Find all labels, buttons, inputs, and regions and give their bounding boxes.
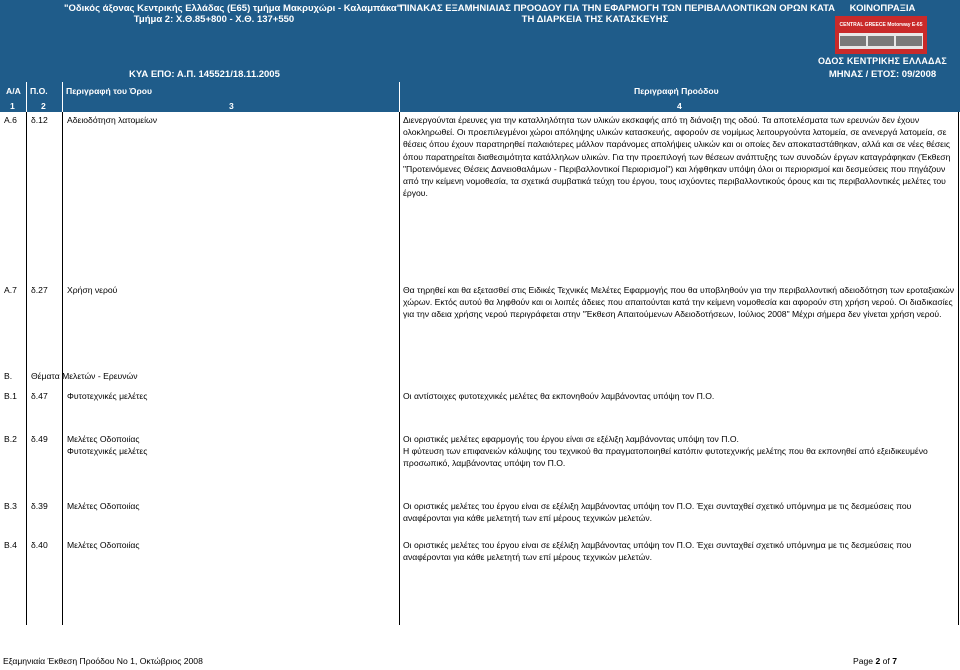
table-title (400, 3, 836, 25)
page-current: 2 (875, 656, 881, 666)
partner-logos-icon (839, 33, 923, 49)
row-progress (403, 284, 955, 321)
row-aa: Α.6 (4, 115, 17, 125)
progress-paragraph: Οι οριστικές μελέτες του έργου είναι σε εξέλιξη λαμβάνοντας υπόψη τον Π.Ο. Έχει συνταχθεί σχετικό υπόμνημα με τις δεσμεύσεις που αναφέρονται για κάθε μελετητή των επί μέρους τεχνικών μελετών. (403, 540, 912, 563)
progress-paragraph: Οι οριστικές μελέτες του έργου είναι σε εξέλιξη λαμβάνοντας υπόψη τον Π.Ο. Έχει συνταχθεί σχετικό υπόμνημα με τις δεσμεύσεις που αναφέρονται για κάθε μελετητή των επί μέρους τεχνικών μελετών. (403, 501, 912, 524)
row-term: Φυτοτεχνικές μελέτες (67, 391, 148, 401)
row-aa: Β.1 (4, 391, 17, 401)
row-po: δ.27 (31, 285, 48, 295)
row-term: Μελέτες Οδοποιίας (67, 501, 140, 511)
table-title-line1: ΠΙΝΑΚΑΣ ΕΞΑΜΗΝΙΑΙΑΣ ΠΡΟΟΔΟΥ ΓΙΑ ΤΗΝ ΕΦΑΡΜΟΓΗ ΤΩΝ ΠΕΡΙΒΑΛΛΟΝΤΙΚΩΝ ΟΡΩΝ ΚΑΤΑ (400, 3, 836, 14)
column-divider (399, 112, 400, 625)
row-progress (403, 390, 955, 402)
row-po: δ.39 (31, 501, 48, 511)
row-po: δ.47 (31, 391, 48, 401)
page-label: Page (853, 656, 874, 666)
header-divider (399, 82, 400, 112)
row-po: δ.12 (31, 115, 48, 125)
kya-reference: ΚΥΑ ΕΠΟ: Α.Π. 145521/18.11.2005 (129, 69, 280, 80)
month-year: ΜΗΝΑΣ / ΕΤΟΣ: 09/2008 (828, 69, 937, 80)
column-divider (62, 112, 63, 625)
project-title (64, 3, 402, 25)
consortium-name: ΚΟΙΝΟΠΡΑΞΙΑ (849, 3, 916, 14)
motorway-logo-icon (835, 16, 927, 54)
col-po: Π.Ο. (30, 86, 48, 96)
header-divider (62, 82, 63, 112)
section-aa: Β. (4, 371, 13, 381)
column-divider (958, 112, 959, 625)
row-aa: Β.4 (4, 540, 17, 550)
col-aa: Α/Α (6, 86, 21, 96)
row-term: Χρήση νερού (67, 285, 118, 295)
row-progress (403, 500, 955, 524)
footer-report-title: Εξαμηνιαία Έκθεση Προόδου No 1, Οκτώβριος 2008 (3, 656, 203, 666)
col-num-4: 4 (677, 101, 682, 111)
col-num-3: 3 (229, 101, 234, 111)
col-term: Περιγραφή του Όρου (66, 86, 153, 96)
page-number (853, 656, 897, 666)
header-divider (26, 82, 27, 112)
row-progress (403, 433, 955, 470)
document-header (0, 0, 960, 82)
table-title-line2: ΤΗ ΔΙΑΡΚΕΙΑ ΤΗΣ ΚΑΤΑΣΚΕΥΗΣ (521, 14, 669, 25)
table-header (0, 82, 960, 112)
progress-paragraph: Θα τηρηθεί και θα εξετασθεί στις Ειδικές Τεχνικές Μελέτες Εφαρμογής που θα υποβληθούν για την περιβαλλοντική αδειοδότηση των εροταξιακών χώρων. Εκτός αυτού θα ληφθούν και οι λοιπές άδειες που απαιτούνται κατά την κείμενη νομοθεσία και αφορούν στη χρήση νερού. Οι διαδικασίες για την αδεια χρήσης νερού περιγράφεται στην "Έκθεση Απαιτούμενων Αδειοδοτήσεων, Ιούλιος 2008" Μέχρι σήμερα δεν γίνεται χρήση νερού. (403, 285, 955, 320)
col-num-2: 2 (41, 101, 46, 111)
section-title: Θέματα Μελετών - Ερευνών (31, 371, 138, 381)
row-term: Μελέτες Οδοποιίας (67, 540, 140, 550)
row-aa: Β.2 (4, 434, 17, 444)
company-logo (805, 0, 960, 82)
row-progress (403, 114, 955, 199)
page-total: 7 (892, 656, 897, 666)
progress-paragraph: Οι οριστικές μελέτες εφαρμογής του έργου είναι σε εξέλιξη λαμβάνοντας υπόψη τον Π.Ο. (403, 434, 739, 444)
col-progress: Περιγραφή Προόδου (634, 86, 719, 96)
logo-banner: CENTRAL GREECE Motorway E-65 (839, 22, 923, 28)
progress-paragraph: Η φύτευση των επιφανειών κάλυψης του τεχνικού θα πραγματοποιηθεί κατόπιν φυτοτεχνικής μελέτης που θα εκπονηθεί από εξειδικευμένο προσωπικό, λαμβάνοντας υπόψη τον Π.Ο. (403, 446, 928, 469)
project-title-line1: "Οδικός άξονας Κεντρικής Ελλάδας (Ε65) τμήμα Μακρυχώρι - Καλαμπάκα" (64, 3, 402, 14)
logo-subtitle: ΟΔΟΣ ΚΕΝΤΡΙΚΗΣ ΕΛΛΑΔΑΣ (817, 56, 948, 66)
row-term: Μελέτες Οδοποιίας (67, 434, 140, 444)
row-term: Αδειοδότηση λατομείων (67, 115, 158, 125)
progress-paragraph: Οι αντίστοιχες φυτοτεχνικές μελέτες θα εκπονηθούν λαμβάνοντας υπόψη τον Π.Ο. (403, 391, 715, 401)
row-aa: Β.3 (4, 501, 17, 511)
project-title-line2: Τμήμα 2: Χ.Θ.85+800 - Χ.Θ. 137+550 (133, 14, 295, 25)
progress-paragraph: Διενεργούνται έρευνες για την καταλληλότητα των υλικών εκσκαφής από τη διάνοιξη της οδού. Τα αποτελέσματα των ερευνών δεν έχουν ολοκληρωθεί. Οι προεπιλεγμένοι χώροι απόληψης υλικών κατασκευής, αφορούν σε νομίμως λειτουργούντα λατομεία, σε ανενεργά λατομεία, σε θέσεις όπου έχουν παρατηρηθεί παλαιότερες μάλλον παράνομες απολήψεις υλικών και οι οποίες δεν αποκαταστάθηκαν, αλλά και σε νέες θέσεις όπου παρατηρείται διαθεσιμότητα κατάλληλων υλικών. Για την προεπιλογή των θέσεων ανάπτυξης των συνοδών έργων καταγράφηκαν (Έκθεση "Προτεινόμενες Θέσεις Δανειοθαλάμων - Περιβαλλοντικοί Περιορισμοί") και λήφθηκαν υπόψη όλοι οι περιορισμοί και δεσμεύσεις που πηγάζουν από την κείμενη νομοθεσία, τα σχετικά συμβατικά τεύχη του έργου, τους ισχύοντες περιβαλλοντικούς όρους και τις περιβαλλοντικές μελέτες του έργου. (403, 115, 951, 199)
row-aa: Α.7 (4, 285, 17, 295)
col-num-1: 1 (10, 101, 15, 111)
column-divider (26, 112, 27, 625)
page-of-label: of (882, 656, 890, 666)
row-po: δ.40 (31, 540, 48, 550)
row-po: δ.49 (31, 434, 48, 444)
row-progress (403, 539, 955, 563)
row-term-2: Φυτοτεχνικές μελέτες (67, 446, 148, 456)
